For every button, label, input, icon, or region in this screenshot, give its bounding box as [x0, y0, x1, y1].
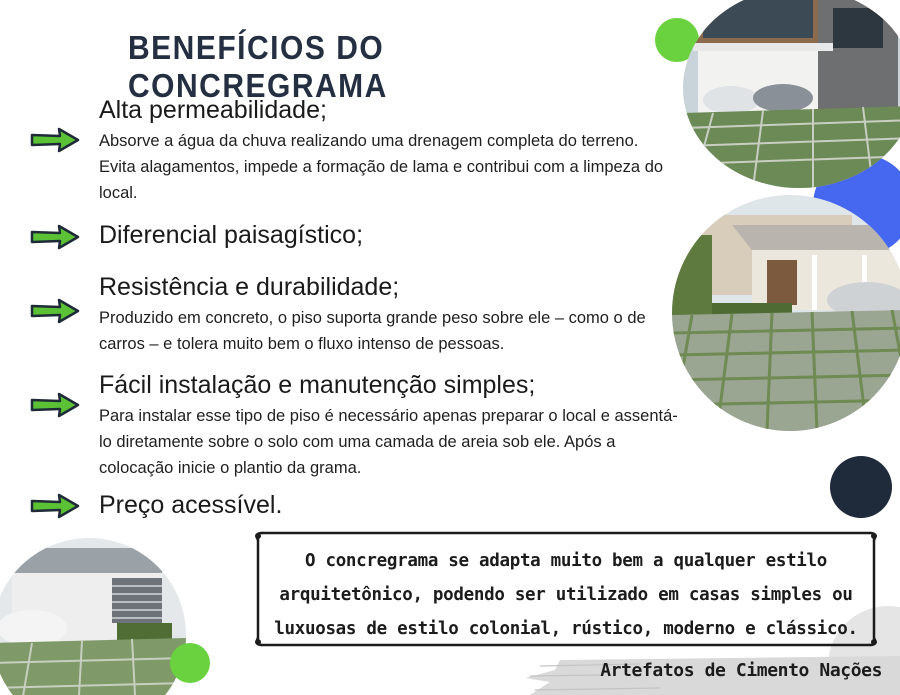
arrow-right-icon: [30, 493, 80, 519]
photo-small-house: [0, 538, 186, 695]
quote-box: [252, 530, 880, 648]
benefit-description: Produzido em concreto, o piso suporta grande peso sobre ele – como o de carros – e tolera muito bem o fluxo intenso de pessoas.: [99, 309, 646, 353]
page-title: BENEFÍCIOS DO CONCREGRAMA: [128, 30, 388, 106]
benefit-description: Absorve a água da chuva realizando uma drenagem completa do terreno. Evita alagamentos, impede a formação de lama e contribui com a limpeza do local.: [99, 132, 664, 202]
benefit-heading: Alta permeabilidade;: [99, 96, 327, 124]
photo-modern-house: [683, 0, 900, 188]
arrow-right-icon: [30, 392, 80, 418]
brand-name: Artefatos de Cimento Nações: [600, 660, 882, 681]
arrow-right-icon: [30, 127, 80, 153]
benefit-heading: Fácil instalação e manutenção simples;: [99, 371, 536, 399]
benefit-description: Para instalar esse tipo de piso é necessário apenas preparar o local e assentá-lo diretamente sobre o solo com uma camada de areia sob ele. Após a colocação inicie o plantio da grama.: [99, 407, 678, 477]
photo-colonial-house: [672, 195, 900, 431]
decor-green-dot-bottom: [170, 643, 210, 683]
benefit-heading: Resistência e durabilidade;: [99, 273, 400, 301]
quote-text: O concregrama se adapta muito bem a qualquer estilo arquitetônico, podendo ser utilizado em casas simples ou luxuosas de estilo colonial, rústico, moderno e clássico.: [274, 551, 858, 639]
decor-navy-dot: [830, 456, 892, 518]
arrow-right-icon: [30, 224, 80, 250]
arrow-right-icon: [30, 298, 80, 324]
benefit-heading: Diferencial paisagístico;: [99, 221, 364, 249]
benefit-heading: Preço acessível.: [99, 491, 283, 519]
